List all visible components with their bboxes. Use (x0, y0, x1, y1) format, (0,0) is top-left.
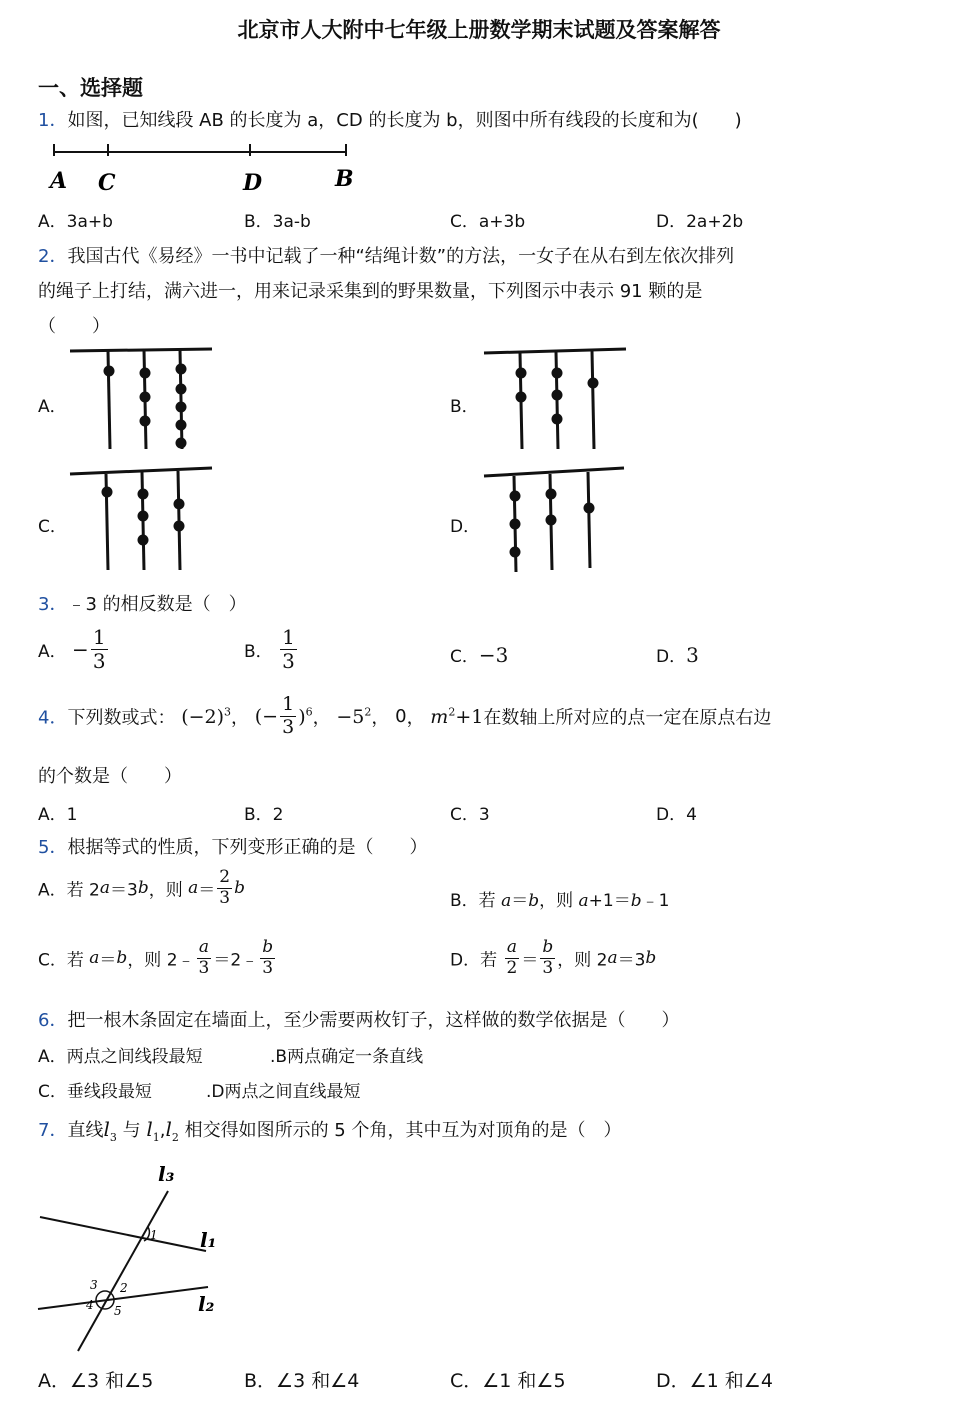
option-b[interactable]: B．3a-b (244, 212, 311, 232)
angle-label-1: 1 (150, 1228, 158, 1242)
question-number: 7． (38, 1120, 68, 1141)
option-b[interactable]: B．2 (244, 805, 284, 825)
option-a[interactable] (38, 626, 110, 673)
option-c[interactable]: C．3 (450, 805, 490, 825)
option-c[interactable]: C．垂线段最短 (38, 1082, 152, 1102)
question-text: ﹣3 的相反数是（ ） (67, 594, 247, 615)
expr-fraction-power: (− (254, 705, 279, 728)
question-4-line-2: 的个数是（ ） (38, 766, 182, 787)
point-label-a: A (50, 168, 68, 194)
numerator: 1 (282, 625, 295, 649)
option-value: 3 (686, 643, 699, 667)
option-d[interactable]: .D两点之间直线最短 (206, 1082, 361, 1102)
minus-sign: − (72, 637, 89, 662)
option-label: A． (38, 642, 67, 662)
knot-figure-d (482, 464, 632, 576)
line-l1: $l_1$ (146, 1117, 160, 1144)
fraction: $\frac{1}{3}$ (282, 693, 295, 738)
line-l3: $l_3$ (103, 1117, 117, 1144)
angle-label-3: 3 (90, 1278, 98, 1292)
question-text: 如图，已知线段 AB 的长度为 a，CD 的长度为 b，则图中所有线段的长度和为( ) (67, 110, 742, 131)
question-2-line-3: （ ） (38, 316, 110, 337)
fraction: $\frac{2}{3}$ (219, 867, 231, 908)
question-number: 6． (38, 1010, 68, 1031)
question-text: 根据等式的性质，下列变形正确的是（ ） (67, 837, 428, 858)
numerator: 1 (92, 625, 106, 649)
knot-figure-b (482, 345, 632, 455)
question-7: 7．直线$l_3$ 与 $l_1,l_2$ 相交得如图所示的 5 个角，其中互为对顶角的是（ ） (38, 1117, 622, 1144)
option-d[interactable]: D．2a+2b (656, 212, 744, 232)
question-4: 4．下列数或式： $(-2)^3$， (− $\frac{1}{3}$ )$^6$， $-5^2$， 0， $m^2+1$在数轴上所对应的点一定在原点右边 (38, 693, 772, 738)
question-text: 我国古代《易经》一书中记载了一种“结绳计数”的方法，一女子在从右到左依次排列 (67, 246, 735, 267)
question-number: 5． (38, 837, 68, 858)
intersecting-lines-figure (32, 1162, 232, 1355)
expr-neg2-cubed: $(-2)^3$ (181, 705, 232, 728)
option-b[interactable] (244, 626, 299, 673)
fraction: $\frac{b}{3}$ (262, 937, 274, 978)
knot-figure-c (68, 464, 218, 574)
question-1 (38, 106, 742, 132)
page-title: 北京市人大附中七年级上册数学期末试题及答案解答 (237, 17, 721, 42)
option-label: D． (656, 647, 687, 667)
question-text: 把一根木条固定在墙面上，至少需要两枚钉子，这样做的数学依据是（ ） (67, 1010, 680, 1031)
question-number: 3． (38, 594, 68, 615)
question-3 (38, 590, 247, 616)
option-c[interactable] (450, 642, 508, 667)
question-5 (38, 833, 427, 859)
point-label-d: D (243, 170, 263, 196)
expr-m-squared-plus-1: $m^2+1$ (430, 705, 484, 728)
option-c[interactable]: C．若 a＝b，则 2﹣ $\frac{a}{3}$ ＝2﹣ $\frac{b}{3}$ (38, 937, 274, 978)
option-d[interactable]: D．∠1 和∠4 (656, 1370, 773, 1392)
question-prefix: 下列数或式： (67, 707, 176, 729)
angle-label-2: 2 (120, 1281, 128, 1295)
angle-label-4: 4 (86, 1298, 94, 1312)
question-number: 1． (38, 110, 68, 131)
fraction: $\frac{b}{3}$ (542, 937, 554, 978)
option-label: C． (450, 647, 479, 667)
point-label-b: B (335, 166, 354, 192)
label-l1: l₁ (200, 1228, 217, 1252)
option-a[interactable]: A．3a+b (38, 212, 113, 232)
option-d[interactable]: D． (450, 517, 481, 537)
question-number: 2． (38, 246, 68, 267)
option-value: −3 (478, 643, 509, 667)
option-b[interactable]: .B两点确定一条直线 (270, 1047, 424, 1067)
fraction (280, 626, 297, 673)
point-label-c: C (98, 170, 116, 196)
question-suffix: 在数轴上所对应的点一定在原点右边 (483, 707, 772, 729)
question-6 (38, 1006, 679, 1032)
fraction: $\frac{a}{3}$ (198, 937, 210, 978)
option-a[interactable]: A． (38, 397, 67, 417)
option-b[interactable]: B．若 a＝b，则 a+1＝b﹣1 (450, 891, 670, 911)
denominator: 3 (92, 649, 106, 673)
question-number: 4． (38, 707, 68, 729)
option-a[interactable]: A．∠3 和∠5 (38, 1370, 154, 1392)
question-2 (38, 242, 734, 268)
expr-neg5-squared: $-5^2$ (336, 705, 372, 728)
option-c[interactable]: C． (38, 517, 67, 537)
question-2-line-2: 的绳子上打结，满六进一，用来记录采集到的野果数量，下列图示中表示 91 颗的是 (38, 281, 703, 302)
section-heading: 一、选择题 (38, 75, 143, 100)
label-l2: l₂ (198, 1292, 215, 1316)
option-d[interactable] (656, 642, 699, 667)
expr-zero: 0 (395, 705, 407, 727)
segment-figure (50, 140, 360, 195)
option-c[interactable]: C．∠1 和∠5 (450, 1370, 566, 1392)
option-a[interactable]: A．若 2a＝3b，则 a＝ $\frac{2}{3}$ b (38, 867, 245, 908)
option-label: B． (244, 642, 273, 662)
option-a[interactable]: A．1 (38, 805, 78, 825)
denominator: 3 (282, 649, 295, 673)
line-l2: $l_2$ (165, 1117, 179, 1144)
option-d[interactable]: D．4 (656, 805, 697, 825)
label-l3: l₃ (158, 1162, 175, 1186)
knot-figure-a (68, 345, 218, 455)
option-a[interactable]: A．两点之间线段最短 (38, 1047, 203, 1067)
fraction: $\frac{a}{2}$ (506, 937, 518, 978)
option-b[interactable]: B．∠3 和∠4 (244, 1370, 360, 1392)
option-b[interactable]: B． (450, 397, 479, 417)
fraction (91, 626, 108, 673)
option-d[interactable]: D．若 $\frac{a}{2}$ ＝ $\frac{b}{3}$ ，则 2a＝3b (450, 937, 657, 978)
option-c[interactable]: C．a+3b (450, 212, 526, 232)
angle-label-5: 5 (114, 1304, 122, 1318)
